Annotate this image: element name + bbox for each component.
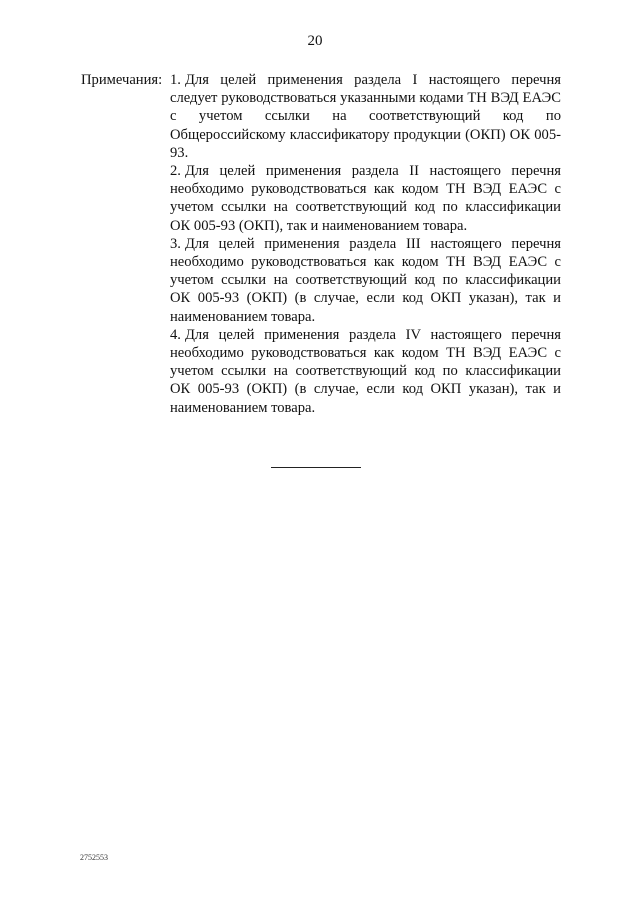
note-number: 2.: [170, 163, 181, 180]
note-number: 3.: [170, 235, 181, 252]
note-item-4: [170, 326, 561, 417]
note-text: Для целей применения раздела I настоящего перечня следует руководствоваться указанными кодами ТН ВЭД ЕАЭС с учетом ссылки на соответствующий код по Общероссийскому классификатору продукции (ОКП) ОК 005-93.: [170, 72, 561, 161]
note-item-2: [170, 162, 561, 235]
note-text: Для целей применения раздела IV настоящего перечня необходимо руководствоваться как кодом ТН ВЭД ЕАЭС с учетом ссылки на соответствующий код по классификации ОК 005-93 (ОКП) (в случае, если код ОКП указан), так и наименованием товара.: [170, 326, 561, 416]
note-item-1: [170, 71, 561, 162]
notes-label: Примечания:: [81, 72, 163, 88]
note-item-3: [170, 235, 561, 326]
notes-list: [170, 71, 561, 417]
notes-section: [81, 71, 561, 417]
page-number: 20: [307, 33, 323, 49]
note-text: Для целей применения раздела II настоящего перечня необходимо руководствоваться как кодом ТН ВЭД ЕАЭС с учетом ссылки на соответствующий код по классификации ОК 005-93 (ОКП), так и наименованием товара.: [170, 163, 561, 234]
note-text: Для целей применения раздела III настоящего перечня необходимо руководствоваться как кодом ТН ВЭД ЕАЭС с учетом ссылки на соответствующий код по классификации ОК 005-93 (ОКП) (в случае, если код ОКП указан), так и наименованием товара.: [170, 235, 561, 325]
document-code: 2752553: [80, 853, 108, 862]
end-divider: [271, 467, 361, 468]
note-number: 1.: [170, 72, 181, 88]
note-number: 4.: [170, 326, 181, 343]
